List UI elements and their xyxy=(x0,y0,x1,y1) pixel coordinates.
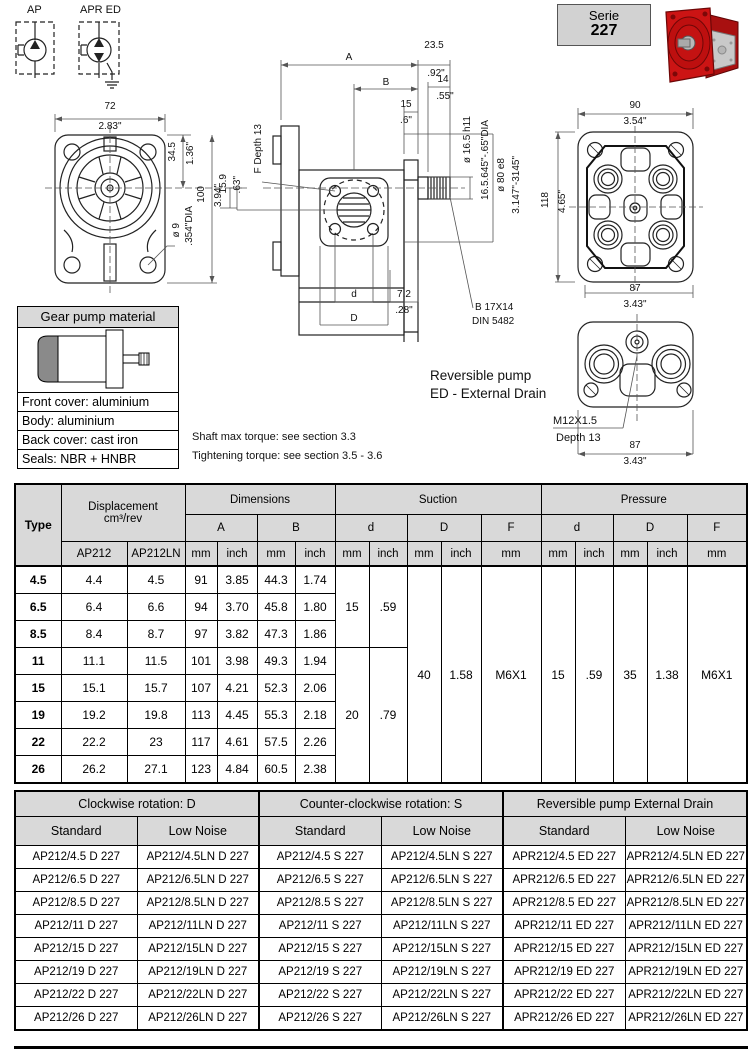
unit-cell: mm xyxy=(613,542,647,567)
model-cell: AP212/6.5LN S 227 xyxy=(381,869,503,892)
model-header-counterclockwise: Counter-clockwise rotation: S xyxy=(259,791,503,817)
spec-header-ap212ln: AP212LN xyxy=(127,542,185,567)
material-box-title: Gear pump material xyxy=(18,307,178,328)
pump-photo xyxy=(648,0,754,96)
model-cell: APR212/26 ED 227 xyxy=(503,1007,625,1031)
model-cell: AP212/6.5 S 227 xyxy=(259,869,381,892)
dim-label: 15.9 xyxy=(218,174,229,194)
model-row xyxy=(15,869,747,892)
dim-label: 3.54" xyxy=(623,116,647,127)
spec-cell: 15 xyxy=(335,566,369,648)
model-cell: APR212/19 ED 227 xyxy=(503,961,625,984)
model-cell: APR212/11LN ED 227 xyxy=(625,915,747,938)
spec-cell: 55.3 xyxy=(257,702,295,729)
model-cell: AP212/8.5LN S 227 xyxy=(381,892,503,915)
dim-label: ø 16.5 h11 xyxy=(462,116,473,164)
spec-header-ap212: AP212 xyxy=(61,542,127,567)
dim-label: 1.36" xyxy=(185,142,196,166)
model-cell: AP212/15LN D 227 xyxy=(137,938,259,961)
apred-symbol xyxy=(76,16,130,96)
spec-cell: 1.58 xyxy=(441,566,481,783)
model-subheader-standard: Standard xyxy=(259,817,381,846)
spec-row xyxy=(15,566,747,594)
spec-cell: 26.2 xyxy=(61,756,127,784)
model-subheader-lownoise: Low Noise xyxy=(381,817,503,846)
spec-cell: 4.21 xyxy=(217,675,257,702)
spec-cell: 57.5 xyxy=(257,729,295,756)
dim-label: 15 xyxy=(400,99,412,110)
spec-cell: 4.61 xyxy=(217,729,257,756)
dim-label: 90 xyxy=(629,100,641,111)
model-cell: APR212/19LN ED 227 xyxy=(625,961,747,984)
model-cell: APR212/26LN ED 227 xyxy=(625,1007,747,1031)
spec-cell: 23 xyxy=(127,729,185,756)
model-cell: AP212/15 S 227 xyxy=(259,938,381,961)
spec-cell: 107 xyxy=(185,675,217,702)
dim-label: d xyxy=(351,289,357,300)
model-cell: AP212/26 D 227 xyxy=(15,1007,137,1031)
model-cell: AP212/22LN D 227 xyxy=(137,984,259,1007)
spec-header-a: A xyxy=(185,515,257,542)
apred-symbol-label: APR ED xyxy=(80,4,121,16)
model-subheader-standard: Standard xyxy=(15,817,137,846)
model-cell: AP212/4.5 D 227 xyxy=(15,846,137,869)
spec-cell: 6.5 xyxy=(15,594,61,621)
spec-cell: 8.5 xyxy=(15,621,61,648)
spec-header-dimensions: Dimensions xyxy=(185,484,335,515)
dim-label: ø 9 xyxy=(171,223,182,238)
model-cell: AP212/11LN D 227 xyxy=(137,915,259,938)
model-row xyxy=(15,1007,747,1031)
note-tightening-torque: Tightening torque: see section 3.5 - 3.6 xyxy=(192,450,383,462)
dim-label: 3.43" xyxy=(623,456,647,467)
spec-cell: 40 xyxy=(407,566,441,783)
dim-label: 16.5.645"-.65"DIA xyxy=(480,120,491,200)
model-cell: AP212/4.5LN D 227 xyxy=(137,846,259,869)
dim-label: A xyxy=(345,52,353,63)
dim-label: DIN 5482 xyxy=(472,316,515,327)
model-header-clockwise: Clockwise rotation: D xyxy=(15,791,259,817)
spec-cell: .59 xyxy=(575,566,613,783)
side-view-drawing xyxy=(225,30,530,342)
spec-cell: .59 xyxy=(369,566,407,648)
dim-label: 23.5 xyxy=(424,40,444,51)
model-cell: APR212/15LN ED 227 xyxy=(625,938,747,961)
model-subheader-lownoise: Low Noise xyxy=(625,817,747,846)
unit-cell: mm xyxy=(481,542,541,567)
spec-cell: 19.8 xyxy=(127,702,185,729)
spec-cell: 22.2 xyxy=(61,729,127,756)
spec-cell: 15.7 xyxy=(127,675,185,702)
spec-cell: 60.5 xyxy=(257,756,295,784)
spec-cell: 15 xyxy=(15,675,61,702)
spec-cell: 1.74 xyxy=(295,566,335,594)
dim-label: .28" xyxy=(395,305,413,316)
model-cell: AP212/8.5LN D 227 xyxy=(137,892,259,915)
unit-cell: inch xyxy=(647,542,687,567)
unit-cell: inch xyxy=(369,542,407,567)
model-cell: AP212/4.5LN S 227 xyxy=(381,846,503,869)
spec-cell: 91 xyxy=(185,566,217,594)
spec-cell: 22 xyxy=(15,729,61,756)
dim-label: .63" xyxy=(232,176,243,194)
model-subheader-standard: Standard xyxy=(503,817,625,846)
spec-cell: 49.3 xyxy=(257,648,295,675)
spec-cell: 101 xyxy=(185,648,217,675)
spec-cell: 11.1 xyxy=(61,648,127,675)
model-row xyxy=(15,984,747,1007)
spec-cell: 4.84 xyxy=(217,756,257,784)
material-box-drawing xyxy=(18,328,178,393)
spec-cell: .79 xyxy=(369,648,407,784)
spec-cell: 117 xyxy=(185,729,217,756)
spec-cell: 6.4 xyxy=(61,594,127,621)
spec-header-displacement-line1: Displacement xyxy=(88,501,158,513)
model-cell: AP212/11 S 227 xyxy=(259,915,381,938)
unit-cell: mm xyxy=(335,542,369,567)
spec-cell: 47.3 xyxy=(257,621,295,648)
note-shaft-torque: Shaft max torque: see section 3.3 xyxy=(192,431,356,443)
model-cell: APR212/22 ED 227 xyxy=(503,984,625,1007)
dim-label: .55" xyxy=(436,91,454,102)
spec-cell: M6X1 xyxy=(687,566,747,783)
spec-header-pressure: Pressure xyxy=(541,484,747,515)
bottom-rule xyxy=(14,1046,748,1049)
dim-label: 3.43" xyxy=(623,299,647,310)
model-cell: AP212/19LN D 227 xyxy=(137,961,259,984)
spec-cell: 15 xyxy=(541,566,575,783)
material-row: Back cover: cast iron xyxy=(18,431,178,450)
spec-cell: 4.5 xyxy=(15,566,61,594)
spec-cell: 94 xyxy=(185,594,217,621)
spec-cell: 45.8 xyxy=(257,594,295,621)
model-cell: APR212/4.5LN ED 227 xyxy=(625,846,747,869)
dim-label: 2.83" xyxy=(98,121,122,132)
caption-line: ED - External Drain xyxy=(430,386,547,402)
spec-cell: 1.86 xyxy=(295,621,335,648)
series-label: Serie xyxy=(588,8,620,23)
spec-cell: 6.6 xyxy=(127,594,185,621)
model-cell: AP212/11 D 227 xyxy=(15,915,137,938)
dim-label: 100 xyxy=(196,186,207,203)
spec-cell: 3.98 xyxy=(217,648,257,675)
unit-cell: inch xyxy=(217,542,257,567)
dim-label: 87 xyxy=(629,283,641,294)
model-cell: AP212/19 D 227 xyxy=(15,961,137,984)
spec-cell: 8.7 xyxy=(127,621,185,648)
model-cell: AP212/22 S 227 xyxy=(259,984,381,1007)
unit-cell: mm xyxy=(407,542,441,567)
spec-cell: 2.18 xyxy=(295,702,335,729)
dim-label: M12X1.5 xyxy=(553,415,598,427)
spec-cell: 2.06 xyxy=(295,675,335,702)
model-row xyxy=(15,846,747,869)
model-cell: AP212/8.5 D 227 xyxy=(15,892,137,915)
spec-cell: 3.82 xyxy=(217,621,257,648)
dim-label: .6" xyxy=(400,115,412,126)
model-row xyxy=(15,915,747,938)
spec-header-suction: Suction xyxy=(335,484,541,515)
model-cell: APR212/4.5 ED 227 xyxy=(503,846,625,869)
spec-cell: 1.38 xyxy=(647,566,687,783)
unit-cell: inch xyxy=(295,542,335,567)
ap-symbol-label: AP xyxy=(27,4,42,16)
model-cell: AP212/22 D 227 xyxy=(15,984,137,1007)
model-cell: AP212/22LN S 227 xyxy=(381,984,503,1007)
spec-cell: 2.38 xyxy=(295,756,335,784)
dim-label: B xyxy=(382,77,390,88)
spec-cell: 19.2 xyxy=(61,702,127,729)
dim-label: F Depth 13 xyxy=(253,124,264,174)
model-cell: AP212/19LN S 227 xyxy=(381,961,503,984)
spec-header-displacement xyxy=(61,484,185,542)
spec-cell: 3.70 xyxy=(217,594,257,621)
unit-cell: mm xyxy=(257,542,295,567)
spec-cell: 123 xyxy=(185,756,217,784)
spec-table xyxy=(14,483,748,784)
model-cell: AP212/26LN D 227 xyxy=(137,1007,259,1031)
front-view-drawing xyxy=(15,98,250,303)
spec-header-f: F xyxy=(687,515,747,542)
spec-header-f: F xyxy=(481,515,541,542)
material-row: Seals: NBR + HNBR xyxy=(22,452,137,466)
spec-cell: 52.3 xyxy=(257,675,295,702)
spec-header-dd: D xyxy=(613,515,687,542)
model-cell: AP212/15 D 227 xyxy=(15,938,137,961)
unit-cell: mm xyxy=(541,542,575,567)
dim-label: ø 80 e8 xyxy=(496,158,507,192)
dim-label: 3.147"-3145" xyxy=(511,156,522,214)
reversible-pump-caption xyxy=(430,367,546,403)
model-cell: AP212/19 S 227 xyxy=(259,961,381,984)
spec-cell: 11 xyxy=(15,648,61,675)
dim-label: D xyxy=(350,313,358,324)
ap-symbol xyxy=(13,16,63,88)
dim-label: 3.94" xyxy=(213,184,224,208)
model-row xyxy=(15,961,747,984)
dim-label: Depth 13 xyxy=(556,432,601,444)
dim-label: 118 xyxy=(540,192,551,208)
spec-header-d: d xyxy=(335,515,407,542)
dim-label: 14 xyxy=(437,74,449,85)
model-cell: APR212/8.5 ED 227 xyxy=(503,892,625,915)
model-cell: AP212/26 S 227 xyxy=(259,1007,381,1031)
model-row xyxy=(15,892,747,915)
dim-label: 4.65" xyxy=(557,190,568,214)
spec-cell: 4.5 xyxy=(127,566,185,594)
unit-cell: inch xyxy=(575,542,613,567)
spec-cell: 11.5 xyxy=(127,648,185,675)
model-cell: APR212/6.5LN ED 227 xyxy=(625,869,747,892)
model-cell: APR212/6.5 ED 227 xyxy=(503,869,625,892)
spec-cell: 4.45 xyxy=(217,702,257,729)
spec-cell: 3.85 xyxy=(217,566,257,594)
unit-cell: mm xyxy=(687,542,747,567)
spec-header-b: B xyxy=(257,515,335,542)
model-subheader-lownoise: Low Noise xyxy=(137,817,259,846)
spec-cell: 97 xyxy=(185,621,217,648)
dim-label: 72 xyxy=(104,101,116,112)
unit-cell: inch xyxy=(441,542,481,567)
model-table xyxy=(14,790,748,1031)
model-cell: APR212/15 ED 227 xyxy=(503,938,625,961)
spec-cell: 20 xyxy=(335,648,369,784)
spec-cell: 1.94 xyxy=(295,648,335,675)
spec-cell: 8.4 xyxy=(61,621,127,648)
spec-header-type: Type xyxy=(15,484,61,566)
ed-view-drawing xyxy=(545,312,752,472)
spec-cell: 35 xyxy=(613,566,647,783)
material-row: Front cover: aluminium xyxy=(18,393,178,412)
model-cell: AP212/8.5 S 227 xyxy=(259,892,381,915)
unit-cell: mm xyxy=(185,542,217,567)
spec-header-d: d xyxy=(541,515,613,542)
spec-cell: 26 xyxy=(15,756,61,784)
model-cell: AP212/6.5 D 227 xyxy=(15,869,137,892)
spec-cell: M6X1 xyxy=(481,566,541,783)
model-cell: AP212/11LN S 227 xyxy=(381,915,503,938)
model-cell: APR212/22LN ED 227 xyxy=(625,984,747,1007)
spec-cell: 113 xyxy=(185,702,217,729)
spec-cell: 44.3 xyxy=(257,566,295,594)
model-row xyxy=(15,938,747,961)
material-row: Body: aluminium xyxy=(18,412,178,431)
model-header-reversible: Reversible pump External Drain xyxy=(503,791,747,817)
dim-label: .354"DIA xyxy=(184,206,195,246)
spec-header-dd: D xyxy=(407,515,481,542)
spec-cell: 19 xyxy=(15,702,61,729)
material-box xyxy=(17,306,179,469)
caption-line: Reversible pump xyxy=(430,368,532,383)
series-badge xyxy=(557,4,651,46)
model-cell: AP212/4.5 S 227 xyxy=(259,846,381,869)
model-cell: AP212/15LN S 227 xyxy=(381,938,503,961)
dim-label: 7.2 xyxy=(397,289,411,300)
rear-view-drawing xyxy=(540,100,752,315)
dim-label: 87 xyxy=(629,440,641,451)
spec-cell: 15.1 xyxy=(61,675,127,702)
spec-header-displacement-line2: cm³/rev xyxy=(103,513,143,525)
model-cell: AP212/6.5LN D 227 xyxy=(137,869,259,892)
dim-label: 34.5 xyxy=(167,142,178,162)
spec-cell: 27.1 xyxy=(127,756,185,784)
dim-label: .92" xyxy=(427,68,445,79)
dim-label: B 17X14 xyxy=(475,302,514,313)
model-cell: APR212/8.5LN ED 227 xyxy=(625,892,747,915)
model-cell: AP212/26LN S 227 xyxy=(381,1007,503,1031)
spec-cell: 2.26 xyxy=(295,729,335,756)
series-number: 227 xyxy=(590,22,618,39)
spec-cell: 4.4 xyxy=(61,566,127,594)
model-cell: APR212/11 ED 227 xyxy=(503,915,625,938)
spec-cell: 1.80 xyxy=(295,594,335,621)
